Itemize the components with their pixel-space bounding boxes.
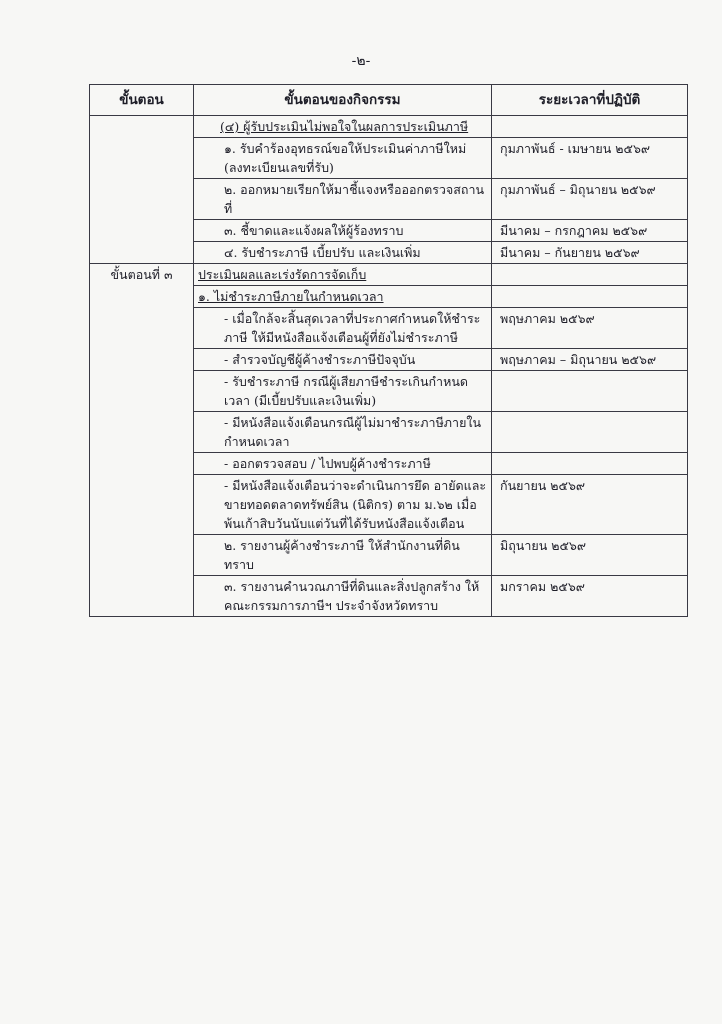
activity-cell: - รับชำระภาษี กรณีผู้เสียภาษีชำระเกินกำหนดเวลา (มีเบี้ยปรับและเงินเพิ่ม) (194, 371, 492, 412)
activity-cell: ๒. ออกหมายเรียกให้มาชี้แจงหรือออกตรวจสถานที่ (194, 179, 492, 220)
period-cell (492, 116, 688, 138)
period-cell: กันยายน ๒๕๖๙ (492, 475, 688, 535)
header-activity: ขั้นตอนของกิจกรรม (194, 85, 492, 116)
period-cell: พฤษภาคม – มิถุนายน ๒๕๖๙ (492, 349, 688, 371)
page-number: -๒- (351, 53, 371, 69)
activity-cell: ๑. ไม่ชำระภาษีภายในกำหนดเวลา (194, 286, 492, 308)
activity-cell: - มีหนังสือแจ้งเตือนกรณีผู้ไม่มาชำระภาษีภายในกำหนดเวลา (194, 412, 492, 453)
activity-cell: ประเมินผลและเร่งรัดการจัดเก็บ (194, 264, 492, 286)
schedule-table (89, 84, 688, 617)
activity-cell: (๔) ผู้รับประเมินไม่พอใจในผลการประเมินภาษี (194, 116, 492, 138)
table-row (90, 116, 688, 138)
header-period: ระยะเวลาที่ปฏิบัติ (492, 85, 688, 116)
period-cell: พฤษภาคม ๒๕๖๙ (492, 308, 688, 349)
period-cell: กุมภาพันธ์ – มิถุนายน ๒๕๖๙ (492, 179, 688, 220)
period-cell (492, 264, 688, 286)
table-header-row (90, 85, 688, 116)
step-cell-blank (90, 116, 194, 264)
step-3-label: ขั้นตอนที่ ๓ (90, 264, 194, 617)
period-cell (492, 412, 688, 453)
period-cell: มกราคม ๒๕๖๙ (492, 576, 688, 617)
activity-cell: ๓. ชี้ขาดและแจ้งผลให้ผู้ร้องทราบ (194, 220, 492, 242)
period-cell: กุมภาพันธ์ - เมษายน ๒๕๖๙ (492, 138, 688, 179)
activity-cell: - ออกตรวจสอบ / ไปพบผู้ค้างชำระภาษี (194, 453, 492, 475)
period-cell: มิถุนายน ๒๕๖๙ (492, 535, 688, 576)
activity-cell: - เมื่อใกล้จะสิ้นสุดเวลาที่ประกาศกำหนดให้ชำระภาษี ให้มีหนังสือแจ้งเตือนผู้ที่ยังไม่ชำระภาษี (194, 308, 492, 349)
table-row (90, 264, 688, 286)
period-cell (492, 286, 688, 308)
activity-cell: ๔. รับชำระภาษี เบี้ยปรับ และเงินเพิ่ม (194, 242, 492, 264)
period-cell: มีนาคม – กรกฎาคม ๒๕๖๙ (492, 220, 688, 242)
activity-cell: - สำรวจบัญชีผู้ค้างชำระภาษีปัจจุบัน (194, 349, 492, 371)
period-cell (492, 453, 688, 475)
header-step: ขั้นตอน (90, 85, 194, 116)
period-cell (492, 371, 688, 412)
period-cell: มีนาคม – กันยายน ๒๕๖๙ (492, 242, 688, 264)
activity-cell: ๒. รายงานผู้ค้างชำระภาษี ให้สำนักงานที่ดินทราบ (194, 535, 492, 576)
activity-cell: ๓. รายงานคำนวณภาษีที่ดินและสิ่งปลูกสร้าง ให้คณะกรรมการภาษีฯ ประจำจังหวัดทราบ (194, 576, 492, 617)
activity-cell: ๑. รับคำร้องอุทธรณ์ขอให้ประเมินค่าภาษีใหม่ (ลงทะเบียนเลขที่รับ) (194, 138, 492, 179)
activity-cell: - มีหนังสือแจ้งเตือนว่าจะดำเนินการยึด อายัดและขายทอดตลาดทรัพย์สิน (นิติกร) ตาม ม.๖๒ เมื่อพ้นเก้าสิบวันนับแต่วันที่ได้รับหนังสือแจ้งเตือน (194, 475, 492, 535)
